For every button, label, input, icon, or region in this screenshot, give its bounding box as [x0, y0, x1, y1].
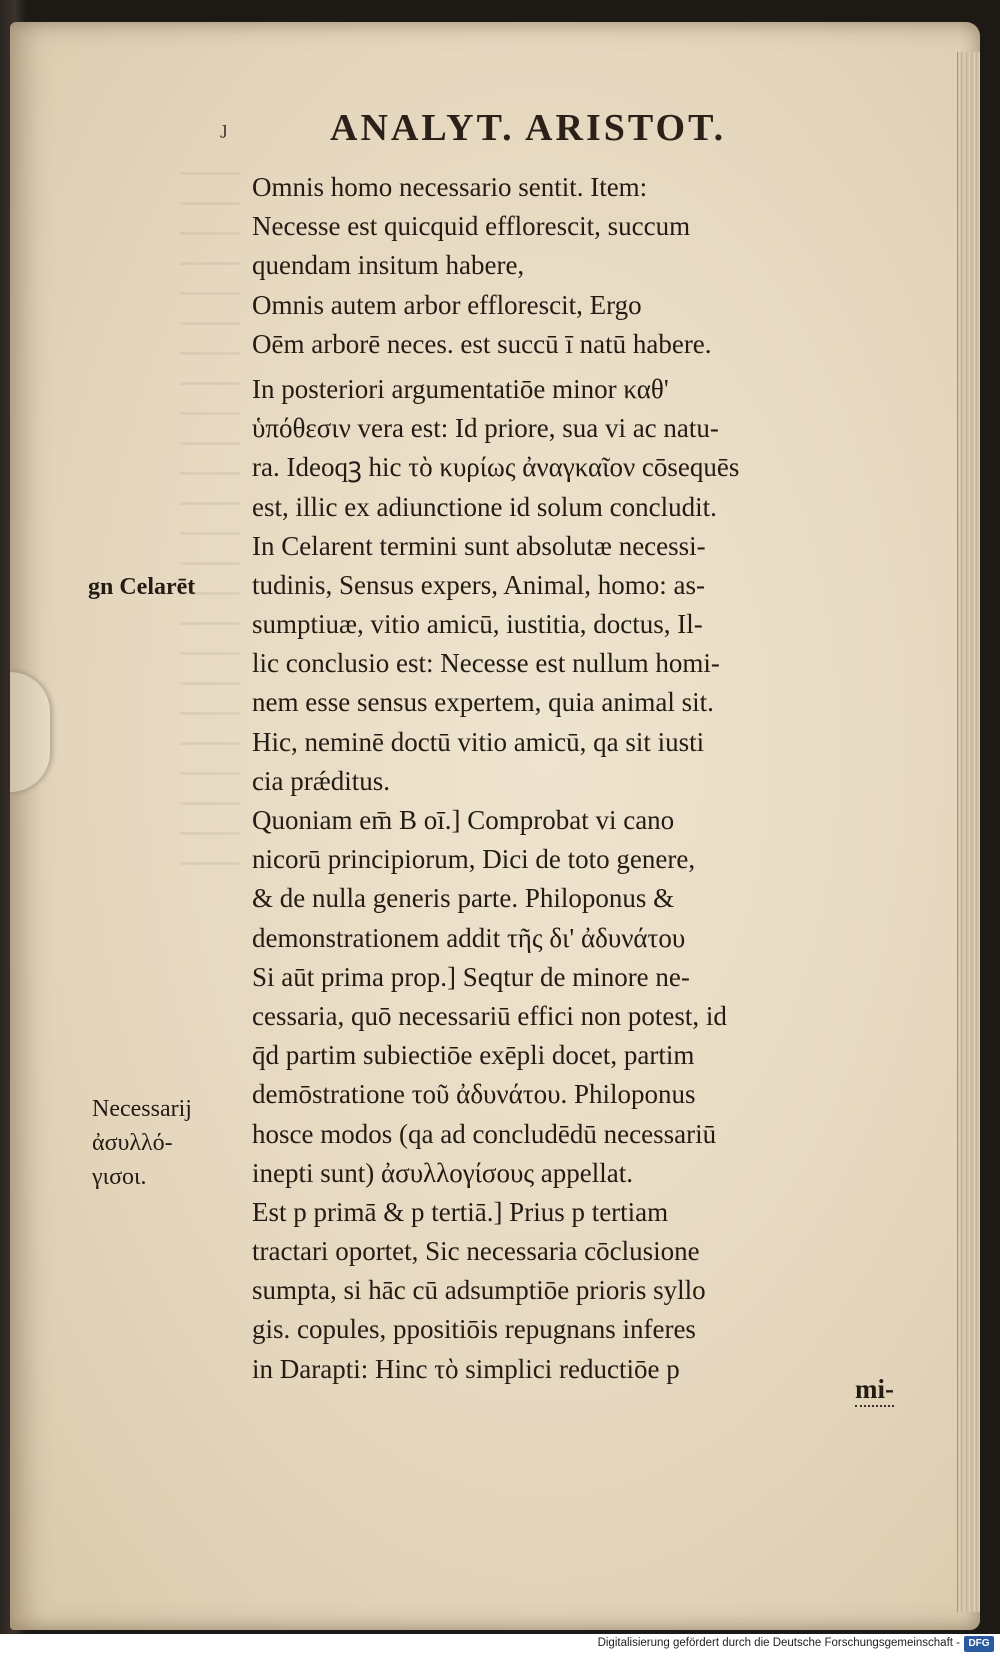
margin-line: Necessarij	[92, 1096, 192, 1122]
text-line: lic conclusio est: Necesse est nullum homi-	[252, 648, 720, 679]
book-clip	[10, 672, 50, 792]
page-fore-edge	[957, 52, 980, 1612]
text-line: q̄d partim subiectiōe exēpli docet, partim	[252, 1040, 695, 1071]
text-line: Omnis homo necessario sentit. Item:	[252, 172, 648, 202]
text-line: tudinis, Sensus expers, Animal, homo: as-	[252, 569, 705, 600]
bleed-through	[180, 172, 240, 872]
text-line: tractari oportet, Sic necessaria cōclusione	[252, 1236, 700, 1267]
dfg-logo-icon: DFG	[964, 1636, 994, 1652]
text-line: ra. Ideoqꝫ hic τὸ κυρίως ἀναγκαῖον cōsequēs	[252, 452, 740, 483]
margin-note-necessarij	[92, 1092, 192, 1194]
text-line: ὑπόθεσιν vera est: Id priore, sua vi ac natu-	[252, 413, 719, 444]
text-line: In posteriori argumentatiōe minor καθ'	[252, 373, 669, 404]
text-line: demonstrationem addit τῆς δι' ἀδυνάτου	[252, 922, 686, 953]
text-line: inepti sunt) ἀσυλλογίσους appellat.	[252, 1157, 634, 1188]
text-line: In Celarent termini sunt absolutæ necessi-	[252, 530, 706, 561]
text-line: cessaria, quō necessariū effici non potest, id	[252, 1000, 727, 1031]
text-line: sumptiuæ, vitio amicū, iustitia, doctus, Il-	[252, 609, 703, 640]
text-line: Est p primā & p tertiā.] Prius p tertiam	[252, 1196, 669, 1227]
text-line: & de nulla generis parte. Philoponus &	[252, 883, 675, 914]
text-line: Oēm arborē neces. est succū ī natū habere.	[252, 328, 712, 359]
body-text	[252, 168, 912, 1389]
text-line: cia prǽditus.	[252, 765, 390, 796]
text-line: demōstratione τοῦ ἀδυνάτου. Philoponus	[252, 1079, 696, 1110]
text-line: gis. copules, ppositiōis repugnans inferes	[252, 1314, 696, 1345]
text-line: Necesse est quicquid efflorescit, succum	[252, 211, 691, 242]
catchword: mi-	[855, 1374, 894, 1407]
text-line: sumpta, si hāc cū adsumptiōe prioris syllo	[252, 1275, 706, 1306]
text-line: est, illic ex adiunctione id solum concludit.	[252, 491, 717, 522]
page-mark: ȷ	[222, 118, 228, 139]
text-line: hosce modos (qa ad concludēdū necessariū	[252, 1118, 717, 1149]
margin-note-celarent: gn Celarēt	[88, 574, 196, 600]
running-head: ANALYT. ARISTOT.	[330, 107, 727, 149]
footer-credit: Digitalisierung gefördert durch die Deutsche Forschungsgemeinschaft -	[597, 1637, 960, 1649]
text-line: Quoniam em̄ B oī.] Comprobat vi cano	[252, 805, 675, 835]
text-line: Hic, neminē doctū vitio amicū, qa sit iusti	[252, 726, 705, 757]
text-line: in Darapti: Hinc τὸ simplici reductiōe p	[252, 1353, 680, 1384]
text-line: quendam insitum habere,	[252, 250, 525, 281]
text-line: nem esse sensus expertem, quia animal sit.	[252, 687, 714, 718]
text-line: Omnis autem arbor efflorescit, Ergo	[252, 289, 642, 320]
text-line: nicorū principiorum, Dici de toto genere,	[252, 844, 696, 875]
text-line: Si aūt prima prop.] Seqtur de minore ne-	[252, 961, 690, 992]
margin-line: ἀσυλλό-	[92, 1130, 173, 1156]
margin-line: γισοι.	[92, 1164, 147, 1190]
